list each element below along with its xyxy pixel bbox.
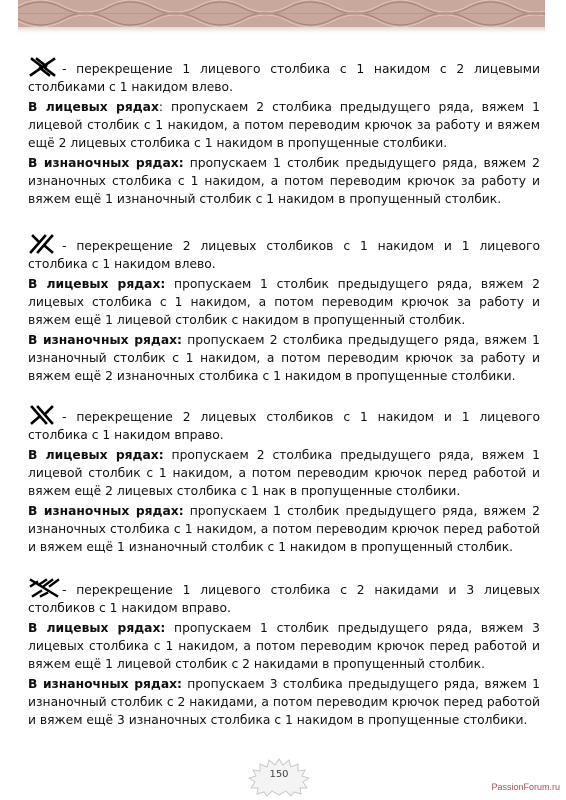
purl-row-instruction: В изнаночных рядах: пропускаем 3 столбика предыдущего ряда, вяжем 1 изнаночный столбик с 2 накидами, а потом переводим крючок перед работой и вяжем ещё 3 изнаночных столбика с 1 накидом в пропущенные столбики. (28, 677, 540, 727)
stitch-definition: - перекрещение 2 лицевых столбиков с 1 накидом и 1 лицевого столбика с 1 накидом влево. (28, 234, 540, 273)
stitch-definition: - перекрещение 2 лицевых столбиков с 1 накидом и 1 лицевого столбика с 1 накидом вправо. (28, 405, 540, 444)
stitch-section-2 (28, 234, 540, 387)
stitch-section-4 (28, 578, 540, 731)
cross-2-1-left-icon (28, 234, 58, 254)
stitch-section-1 (28, 57, 540, 210)
knit-row-instruction: В лицевых рядах: пропускаем 2 столбика предыдущего ряда, вяжем 1 лицевой столбик с 1 накидом, а потом переводим крючок перед работой и вяжем ещё 2 лицевых столбика с 1 нак в пропущенные столбики. (28, 448, 541, 498)
knit-row-instruction: В лицевых рядах: пропускаем 1 столбик предыдущего ряда, вяжем 3 лицевых столбика с 1 накидом, а потом переводим крючок перед работой и вяжем ещё 1 лицевой столбик с 2 накидами в пропущенный столбик. (28, 621, 541, 671)
stitch-definition: - перекрещение 1 лицевого столбика с 2 накидами и 3 лицевых столбиков с 1 накидом вправо. (28, 578, 540, 617)
stitch-section-3 (28, 405, 540, 558)
banner-shadow (18, 27, 545, 33)
knit-row-instruction: В лицевых рядах: пропускаем 1 столбик предыдущего ряда, вяжем 2 лицевых столбика с 1 накидом, а потом переводим крючок за работу и вяжем ещё 1 лицевой столбик с накидом в пропущенный столбик. (28, 277, 541, 327)
cross-2-1-right-icon (28, 405, 58, 425)
purl-row-instruction: В изнаночных рядах: пропускаем 1 столбик предыдущего ряда, вяжем 2 изнаночных столбика с 1 накидом, а потом переводим крючок перед работой и вяжем ещё 1 изнаночный столбик с 1 накидом в пропущенный столбик. (28, 504, 540, 554)
knit-row-instruction: В лицевых рядах: пропускаем 2 столбика предыдущего ряда, вяжем 1 лицевой столбик с 1 накидом, а потом переводим крючок за работу и вяжем ещё 2 лицевых столбика с 1 накидом в пропущенные столбики. (28, 100, 540, 150)
watermark: PassionForum.ru (491, 782, 560, 792)
purl-row-instruction: В изнаночных рядах: пропускаем 2 столбика предыдущего ряда, вяжем 1 изнаночный столбик с 1 накидом, а потом переводим крючок за работу и вяжем ещё 2 изнаночных столбика с 1 накидом в пропущенные столбики. (28, 333, 540, 383)
page-number-badge (247, 757, 311, 797)
cross-1-3-right-icon (28, 578, 58, 598)
stitch-definition: - перекрещение 1 лицевого столбика с 1 накидом с 2 лицевыми столбиками с 1 накидом влево. (28, 57, 540, 96)
purl-row-instruction: В изнаночных рядах: пропускаем 1 столбик предыдущего ряда, вяжем 2 изнаночных столбика с 1 накидом, а потом переводим крючок за работу и вяжем ещё 1 изнаночный столбик с 1 накидом в пропущенный столбик. (28, 156, 540, 206)
decorative-banner (18, 0, 545, 27)
page-number: 150 (269, 769, 289, 780)
cross-1-2-left-icon (28, 57, 58, 77)
